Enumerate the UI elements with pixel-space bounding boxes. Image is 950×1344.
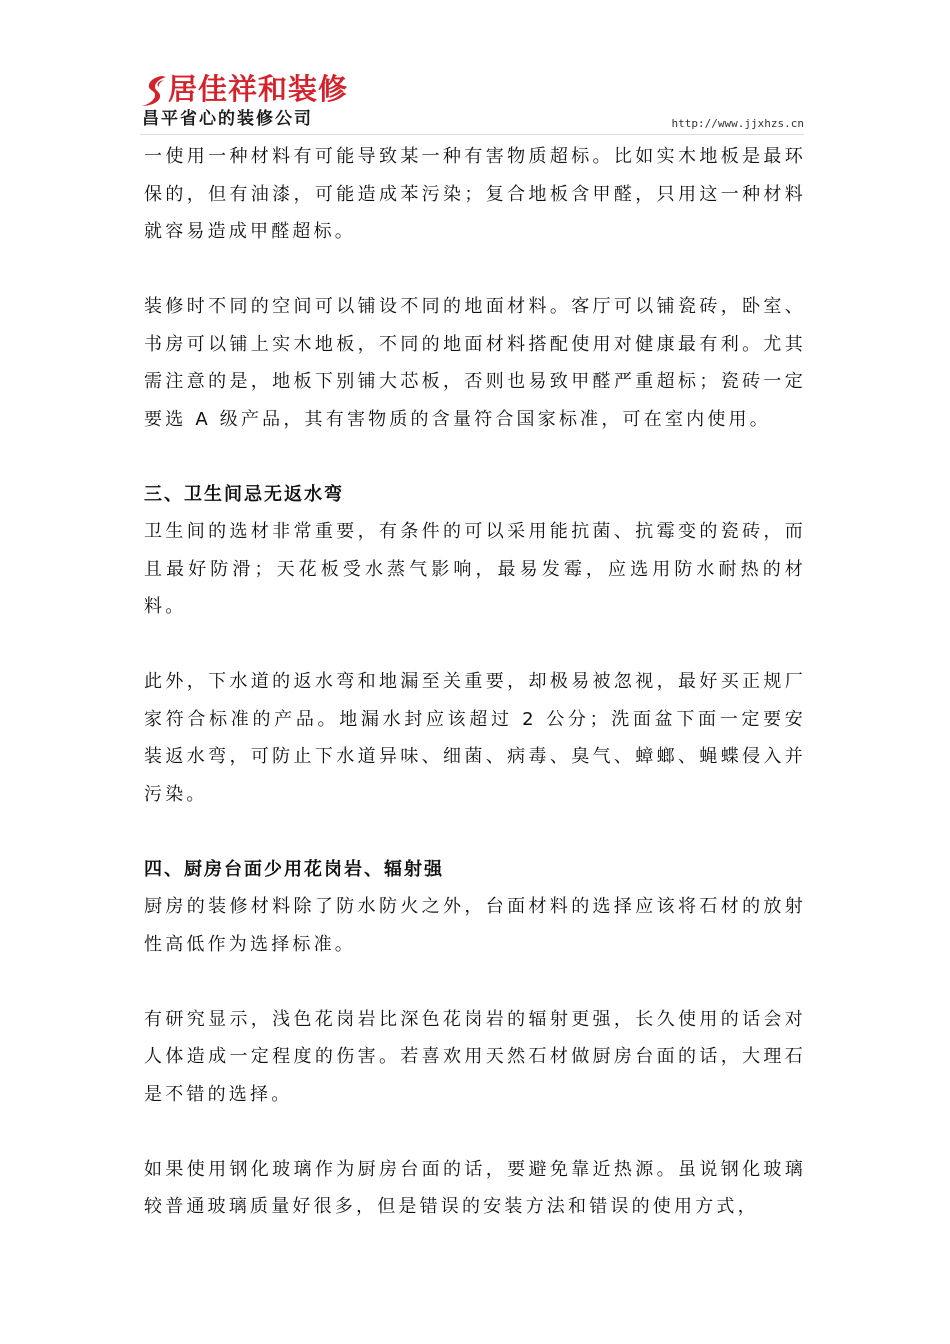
logo-tagline: 昌平省心的装修公司 [142, 109, 313, 129]
section-heading: 四、厨房台面少用花岗岩、辐射强 [144, 858, 444, 880]
paragraph-gap [144, 1113, 806, 1151]
paragraph-gap [144, 813, 806, 851]
company-logo [140, 70, 349, 132]
paragraph: 如果使用钢化玻璃作为厨房台面的话，要避免靠近热源。虽说钢化玻璃较普通玻璃质量好很多，但是错误的安装方法和错误的使用方式， [144, 1158, 806, 1217]
article-body [144, 138, 806, 1226]
paragraph: 厨房的装修材料除了防水防火之外，台面材料的选择应该将石材的放射性高低作为选择标准。 [144, 896, 806, 955]
paragraph: 装修时不同的空间可以铺设不同的地面材料。客厅可以铺瓷砖，卧室、书房可以铺上实木地板，不同的地面材料搭配使用对健康最有利。尤其需注意的是，地板下别铺大芯板，否则也易致甲醛严重超标；瓷砖一定要选 A 级产品，其有害物质的含量符合国家标准，可在室内使用。 [144, 296, 806, 430]
section-heading: 三、卫生间忌无返水弯 [144, 483, 344, 505]
logo-company-name: 居佳祥和装修 [168, 72, 349, 106]
header-divider [140, 134, 804, 135]
logo-swoosh-icon [140, 74, 170, 108]
paragraph-gap [144, 626, 806, 664]
paragraph-gap [144, 251, 806, 289]
paragraph-gap [144, 963, 806, 1001]
paragraph: 有研究显示，浅色花岗岩比深色花岗岩的辐射更强，长久使用的话会对人体造成一定程度的伤害。若喜欢用天然石材做厨房台面的话，大理石是不错的选择。 [144, 1008, 806, 1105]
website-url[interactable]: http://www.jjxhzs.cn [671, 117, 804, 130]
paragraph-gap [144, 438, 806, 476]
paragraph: 此外，下水道的返水弯和地漏至关重要，却极易被忽视，最好买正规厂家符合标准的产品。地漏水封应该超过 2 公分；洗面盆下面一定要安装返水弯，可防止下水道异味、细菌、病毒、臭气、蟑螂、蝇蝶侵入并污染。 [144, 671, 806, 805]
paragraph: 卫生间的选材非常重要，有条件的可以采用能抗菌、抗霉变的瓷砖，而且最好防滑；天花板受水蒸气影响，最易发霉，应选用防水耐热的材料。 [144, 521, 806, 617]
paragraph: 一使用一种材料有可能导致某一种有害物质超标。比如实木地板是最环保的，但有油漆，可能造成苯污染；复合地板含甲醛，只用这一种材料就容易造成甲醛超标。 [144, 146, 806, 242]
